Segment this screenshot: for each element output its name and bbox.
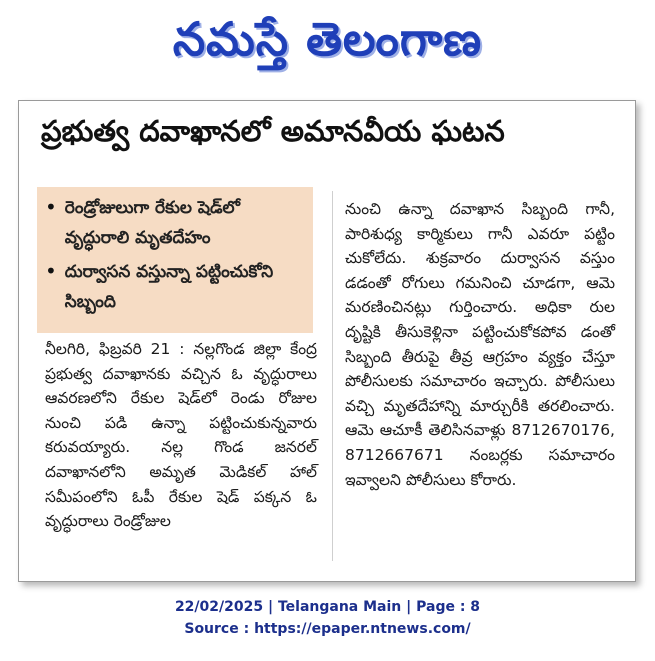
- newspaper-logo: నమస్తే తెలంగాణ: [172, 12, 483, 66]
- bullet-icon: •: [45, 195, 57, 219]
- highlight-text: దుర్వాసన వస్తున్నా పట్టించుకోని సిబ్బంది: [64, 262, 274, 312]
- source-link[interactable]: Source : https://epaper.ntnews.com/: [184, 621, 471, 637]
- edition-info: 22/02/2025 | Telangana Main | Page : 8: [174, 599, 481, 615]
- bullet-icon: •: [45, 259, 57, 283]
- highlight-item: [45, 193, 305, 253]
- highlights-box: [37, 187, 313, 333]
- masthead: [0, 0, 655, 78]
- column-divider: [332, 191, 333, 561]
- source-footer: [0, 596, 655, 640]
- news-clipping: [18, 100, 636, 582]
- article-headline: ప్రభుత్వ దవాఖానలో అమానవీయ ఘటన: [41, 114, 505, 148]
- article-body-right-column: నుంచి ఉన్నా దవాఖాన సిబ్బంది గానీ, పారిశుధ్య కార్మికులు గానీ ఎవరూ పట్టిం చుకోలేదు. శుక్రవారం దుర్వాసన వస్తుం డడంతో రోగులు గమనించి చూడగా, ఆమె మరణించినట్లు గుర్తించారు. అధికా రుల దృష్టికి తీసుకెళ్లినా పట్టించుకోకపోవ డంతో సిబ్బంది తీరుపై తీవ్ర ఆగ్రహం వ్యక్తం చేస్తూ పోలీసులకు సమాచారం ఇచ్చారు. పోలీసులు వచ్చి మృతదేహాన్ని మార్చురీకి తరలించారు. ఆమె ఆచూకీ తెలిసినవాళ్లు 8712670176, 8712667671 నంబర్లకు సమాచారం ఇవ్వాలని పోలీసులు కోరారు.: [345, 200, 615, 489]
- highlight-text: రెండ్రోజులుగా రేకుల షెడ్‌లో వృద్ధురాలి మృతదేహం: [64, 198, 241, 248]
- article-body-left-column: నీలగిరి, ఫిబ్రవరి 21 : నల్లగొండ జిల్లా కేంద్ర ప్రభుత్వ దవాఖానకు వచ్చిన ఓ వృద్ధురాలు ఆవరణలోని రేకుల షెడ్‌లో రెండు రోజుల నుంచి పడి ఉన్నా పట్టించుకున్నవారు కరువయ్యారు. నల్ల గొండ జనరల్ దవాఖానలోని అమృత మెడికల్ హాల్ సమీపంలోని ఓపీ రేకుల షెడ్ పక్కన ఓ వృద్ధురాలు రెండ్రోజుల: [45, 340, 317, 531]
- highlight-item: [45, 257, 305, 317]
